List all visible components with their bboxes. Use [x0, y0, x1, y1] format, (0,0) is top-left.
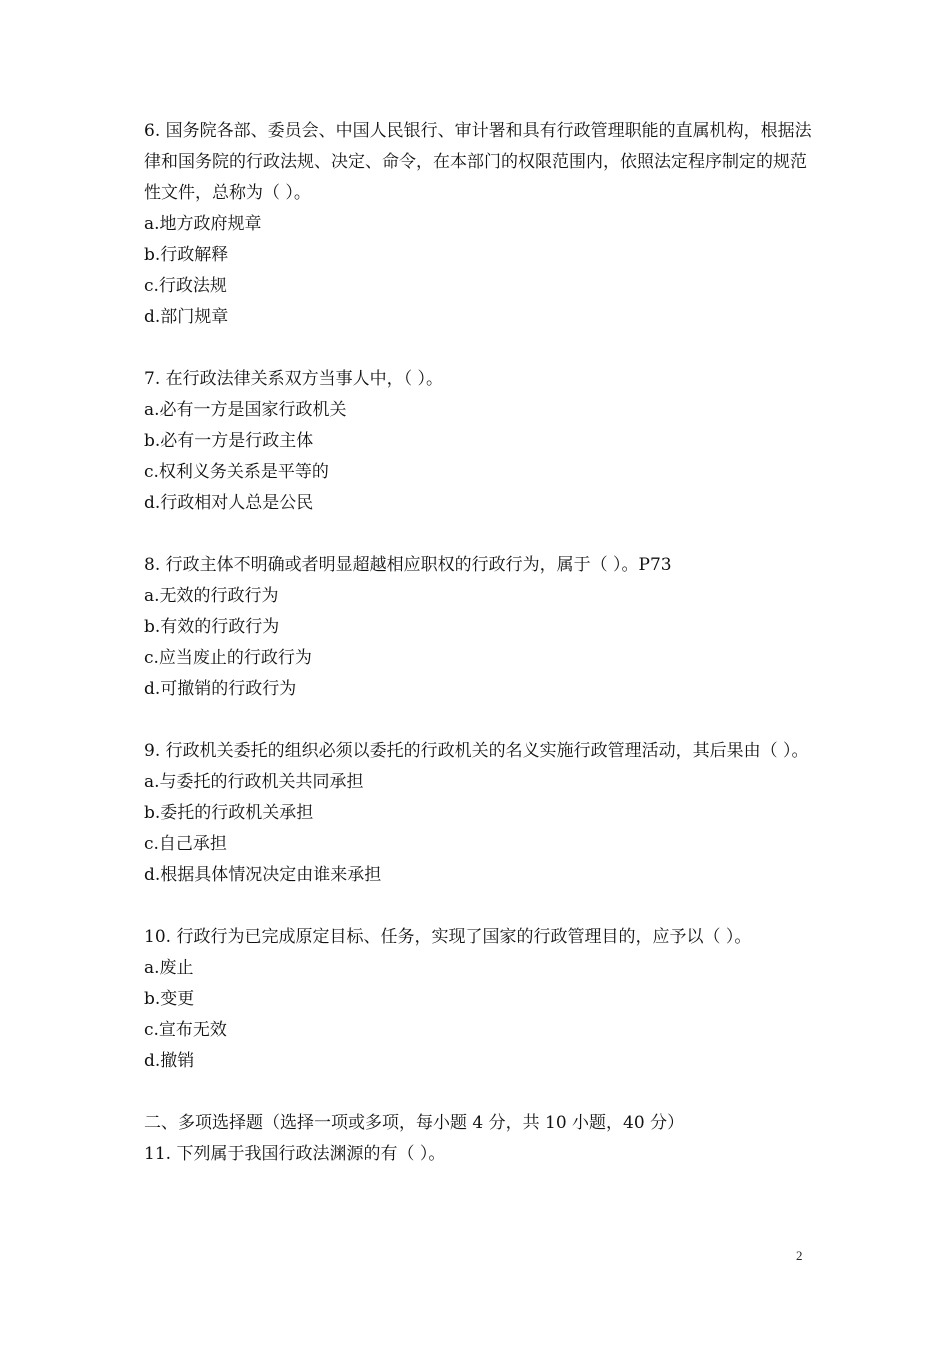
option-b: b.必有一方是行政主体 [144, 431, 314, 451]
option-a: a.地方政府规章 [144, 214, 262, 234]
option-a: a.无效的行政行为 [144, 586, 279, 606]
question-8 [144, 550, 814, 705]
option-a: a.废止 [144, 958, 194, 978]
option-c: c.权利义务关系是平等的 [144, 462, 329, 482]
option-d: d.行政相对人总是公民 [144, 493, 314, 513]
question-11-stem: 11. 下列属于我国行政法渊源的有（ ）。 [144, 1144, 446, 1164]
option-a: a.与委托的行政机关共同承担 [144, 772, 364, 792]
option-b: b.委托的行政机关承担 [144, 803, 314, 823]
question-stem: 8. 行政主体不明确或者明显超越相应职权的行政行为，属于（ ）。P73 [144, 555, 672, 575]
question-stem: 9. 行政机关委托的组织必须以委托的行政机关的名义实施行政管理活动，其后果由（ ）。 [144, 741, 809, 761]
option-c: c.行政法规 [144, 276, 227, 296]
option-b: b.变更 [144, 989, 195, 1009]
question-stem: 7. 在行政法律关系双方当事人中，（ ）。 [144, 369, 444, 389]
question-stem: 6. 国务院各部、委员会、中国人民银行、审计署和具有行政管理职能的直属机构，根据法律和国务院的行政法规、决定、命令，在本部门的权限范围内，依照法定程序制定的规范性文件，总称为（ ）。 [144, 121, 812, 203]
question-stem: 10. 行政行为已完成原定目标、任务，实现了国家的行政管理目的，应予以（ ）。 [144, 927, 752, 947]
option-a: a.必有一方是国家行政机关 [144, 400, 347, 420]
page-number: 2 [796, 1248, 803, 1263]
section-heading: 二、多项选择题（选择一项或多项，每小题 4 分，共 10 小题，40 分） [144, 1113, 685, 1133]
option-d: d.根据具体情况决定由谁来承担 [144, 865, 382, 885]
question-10 [144, 922, 814, 1077]
page-content [144, 116, 814, 1170]
option-b: b.行政解释 [144, 245, 229, 265]
question-7 [144, 364, 814, 519]
option-c: c.自己承担 [144, 834, 227, 854]
section-multiple-choice [144, 1108, 814, 1170]
question-9 [144, 736, 814, 891]
option-d: d.部门规章 [144, 307, 229, 327]
option-c: c.应当废止的行政行为 [144, 648, 312, 668]
option-d: d.撤销 [144, 1051, 195, 1071]
option-c: c.宣布无效 [144, 1020, 227, 1040]
question-6 [144, 116, 814, 333]
option-b: b.有效的行政行为 [144, 617, 280, 637]
option-d: d.可撤销的行政行为 [144, 679, 297, 699]
